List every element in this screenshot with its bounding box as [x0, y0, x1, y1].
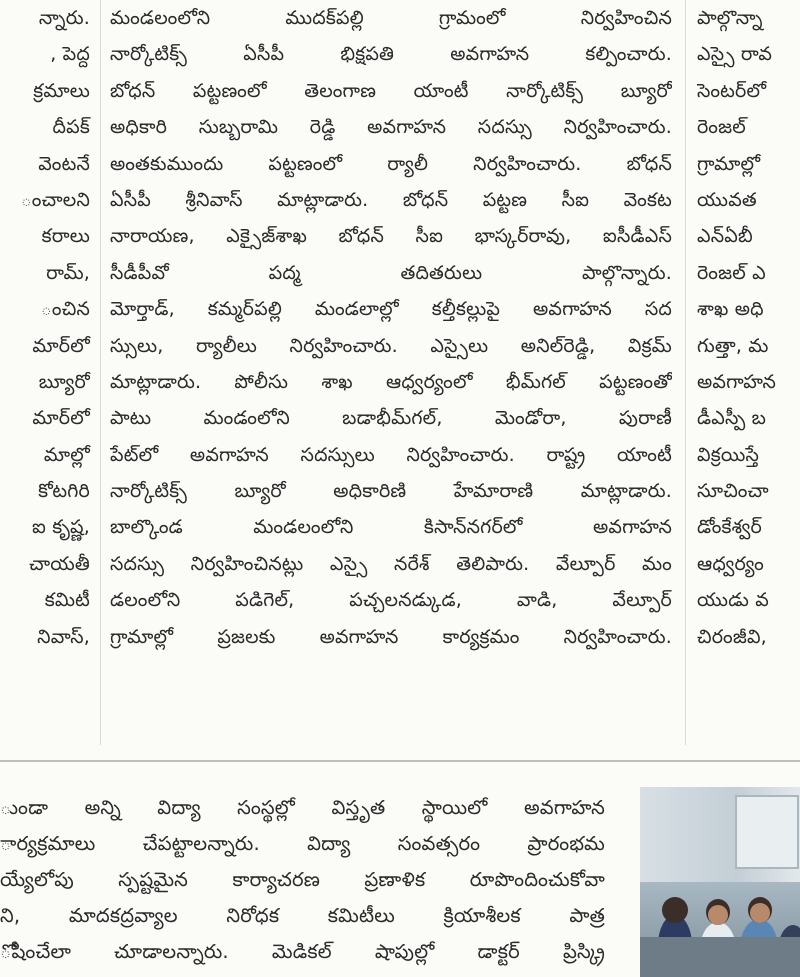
photo-person-face [750, 903, 770, 923]
right-column-line: గ్రామాల్లో [697, 152, 761, 175]
left-column-line: కమిటీ [44, 589, 90, 612]
right-column-line: యుడు వ [697, 589, 769, 612]
right-column-line: విక్రయిస్తే [697, 443, 759, 466]
bottom-article-text [0, 790, 605, 970]
left-column-line: మార్‌లో [32, 407, 90, 430]
meeting-photo [640, 787, 800, 977]
right-column-line: శాఖ అధి [697, 298, 764, 321]
middle-column-line: పేట్‌లో అవగాహన సదస్సులు నిర్వహించారు. రాష్ట్ర యాంటీ [110, 443, 672, 466]
left-column-line: ంచిన [40, 298, 90, 321]
right-column-line: రెంజల్ [697, 116, 746, 139]
right-column-line: ఎన్ఏబీ [697, 225, 753, 248]
middle-column-line: అధికారి సుబ్బరామి రెడ్డి అవగాహన సదస్సు నిర్వహించారు. [110, 116, 672, 139]
left-column-line: న్నారు. [38, 7, 90, 29]
bottom-article-line: ుండా అన్ని విద్యా సంస్థల్లో విస్తృత స్థాయిలో అవగాహన [0, 796, 605, 819]
right-column-line: రెంజల్ ఎ [697, 261, 766, 284]
left-column-line: నివాస్, [37, 625, 90, 648]
left-column-line: బ్యూరో [38, 370, 90, 393]
right-column-text [697, 0, 800, 655]
right-column-line: ఎస్సై రావ [697, 43, 773, 66]
left-column-line: ంచాలని [20, 188, 90, 211]
middle-column-line: బోధన్ పట్టణంలో తెలంగాణ యాంటీ నార్కోటిక్స్ బ్యూరో [110, 79, 672, 102]
left-column-line: , పెద్ద [50, 43, 90, 66]
right-column-line: డీఎస్పీ బ [697, 407, 767, 430]
right-column-line: పాల్గొన్నా [697, 7, 763, 29]
left-column-line: దీపక్ [52, 116, 90, 139]
middle-column-line: నార్కోటిక్స్ ఏసీపీ భిక్షపతి అవగాహన కల్పించారు. [110, 43, 672, 66]
middle-column-line: బాల్కొండ మండలంలోని కిసాన్‌నగర్‌లో అవగాహన [110, 516, 672, 539]
middle-column-line: స్సులు, ర్యాలీలు నిర్వహించారు. ఎస్సైలు అనిల్‌రెడ్డి, విక్రమ్ [110, 334, 672, 357]
left-column-line: క్రమాలు [33, 79, 90, 102]
bottom-article-line: య్యేలోపు స్పష్టమైన కార్యాచరణ ప్రణాళిక రూపొందించుకోవా [0, 868, 605, 891]
right-column-line: డోంకేశ్వర్ [697, 516, 763, 539]
middle-column-line: మాట్లాడారు. పోలీసు శాఖ ఆధ్వర్యంలో భీమ్‌గల్ పట్టణంతో [110, 370, 672, 393]
middle-column-line: సదస్సు నిర్వహించినట్లు ఎస్సై నరేశ్ తెలిపారు. వేల్పూర్ మం [110, 552, 672, 575]
column-divider-right [685, 0, 686, 745]
middle-column-line: మోర్తాడ్, కమ్మర్‌పల్లి మండలాల్లో కల్తీకల్లుపై అవగాహన సద [110, 298, 672, 321]
middle-column-line: గ్రామాల్లో ప్రజలకు అవగాహన కార్యక్రమం నిర్వహించారు. [110, 625, 672, 648]
middle-column-line: అంతకుముందు పట్టణంలో ర్యాలీ నిర్వహించారు. బోధన్ [110, 152, 672, 175]
left-column-line: రామ్, [46, 261, 90, 284]
middle-column-text [110, 0, 672, 655]
photo-person-head [662, 897, 688, 923]
bottom-article-line: ార్యక్రమాలు చేపట్టాలన్నారు. విద్యా సంవత్సరం ప్రారంభమ [0, 832, 605, 855]
bottom-article-line: ోషించేలా చూడాలన్నారు. మెడికల్ షాపుల్లో డాక్టర్ ప్రిస్క్రి [0, 940, 605, 963]
section-divider [0, 760, 800, 762]
right-column-line: ఆధ్వర్యం [697, 552, 764, 575]
right-column-line: చిరంజీవి, [697, 625, 767, 648]
middle-column-line: పాటు మండంలోని బడాభీమ్‌గల్, మెండోరా, పురాణీ [110, 407, 672, 430]
right-column-line: గుత్తా, మ [697, 334, 769, 357]
left-column-line: ఐ కృష్ణ, [32, 516, 90, 539]
left-column-line: కరాలు [41, 225, 90, 248]
photo-person-face [708, 905, 728, 925]
bottom-article-line: ని, మాదకద్రవ్యాల నిరోధక కమిటీలు క్రియాశీలక పాత్ర [0, 904, 605, 927]
left-column-line: చాయతీ [29, 552, 90, 575]
middle-column-line: నారాయణ, ఎక్సైజ్‌శాఖ బోధన్ సీఐ భాస్కర్‌రావు, ఐసీడీఎస్ [110, 225, 672, 248]
middle-column-line: సీడీపీవో పద్మ తదితరులు పాల్గొన్నారు. [110, 261, 672, 284]
middle-column-line: ఏసీపీ శ్రీనివాస్ మాట్లాడారు. బోధన్ పట్టణ సీఐ వెంకట [110, 188, 672, 211]
left-column-line: వెంటనే [38, 152, 90, 175]
left-column-text [0, 0, 92, 655]
middle-column-line: డలంలోని పడిగెల్, పచ్చలనడ్కుడ, వాడి, వేల్పూర్ [110, 589, 672, 612]
right-column-line: సెంటర్‌లో [697, 79, 767, 102]
photo-table [640, 937, 800, 977]
right-column-line: అవగాహన [697, 370, 776, 393]
right-column-line: సూచించా [697, 480, 769, 503]
middle-column-line: మండలంలోని ముదక్‌పల్లి గ్రామంలో నిర్వహించిన [110, 7, 672, 29]
left-column-line: కోటగిరి [38, 480, 90, 503]
left-column-line: మార్‌లో [32, 334, 90, 357]
column-divider-left [100, 0, 101, 745]
right-column-line: యువత [697, 188, 757, 211]
left-column-line: మాల్లో [43, 443, 90, 466]
middle-column-line: నార్కోటిక్స్ బ్యూరో అధికారిణి హేమారాణి మాట్లాడారు. [110, 480, 672, 503]
photo-window [735, 795, 799, 869]
